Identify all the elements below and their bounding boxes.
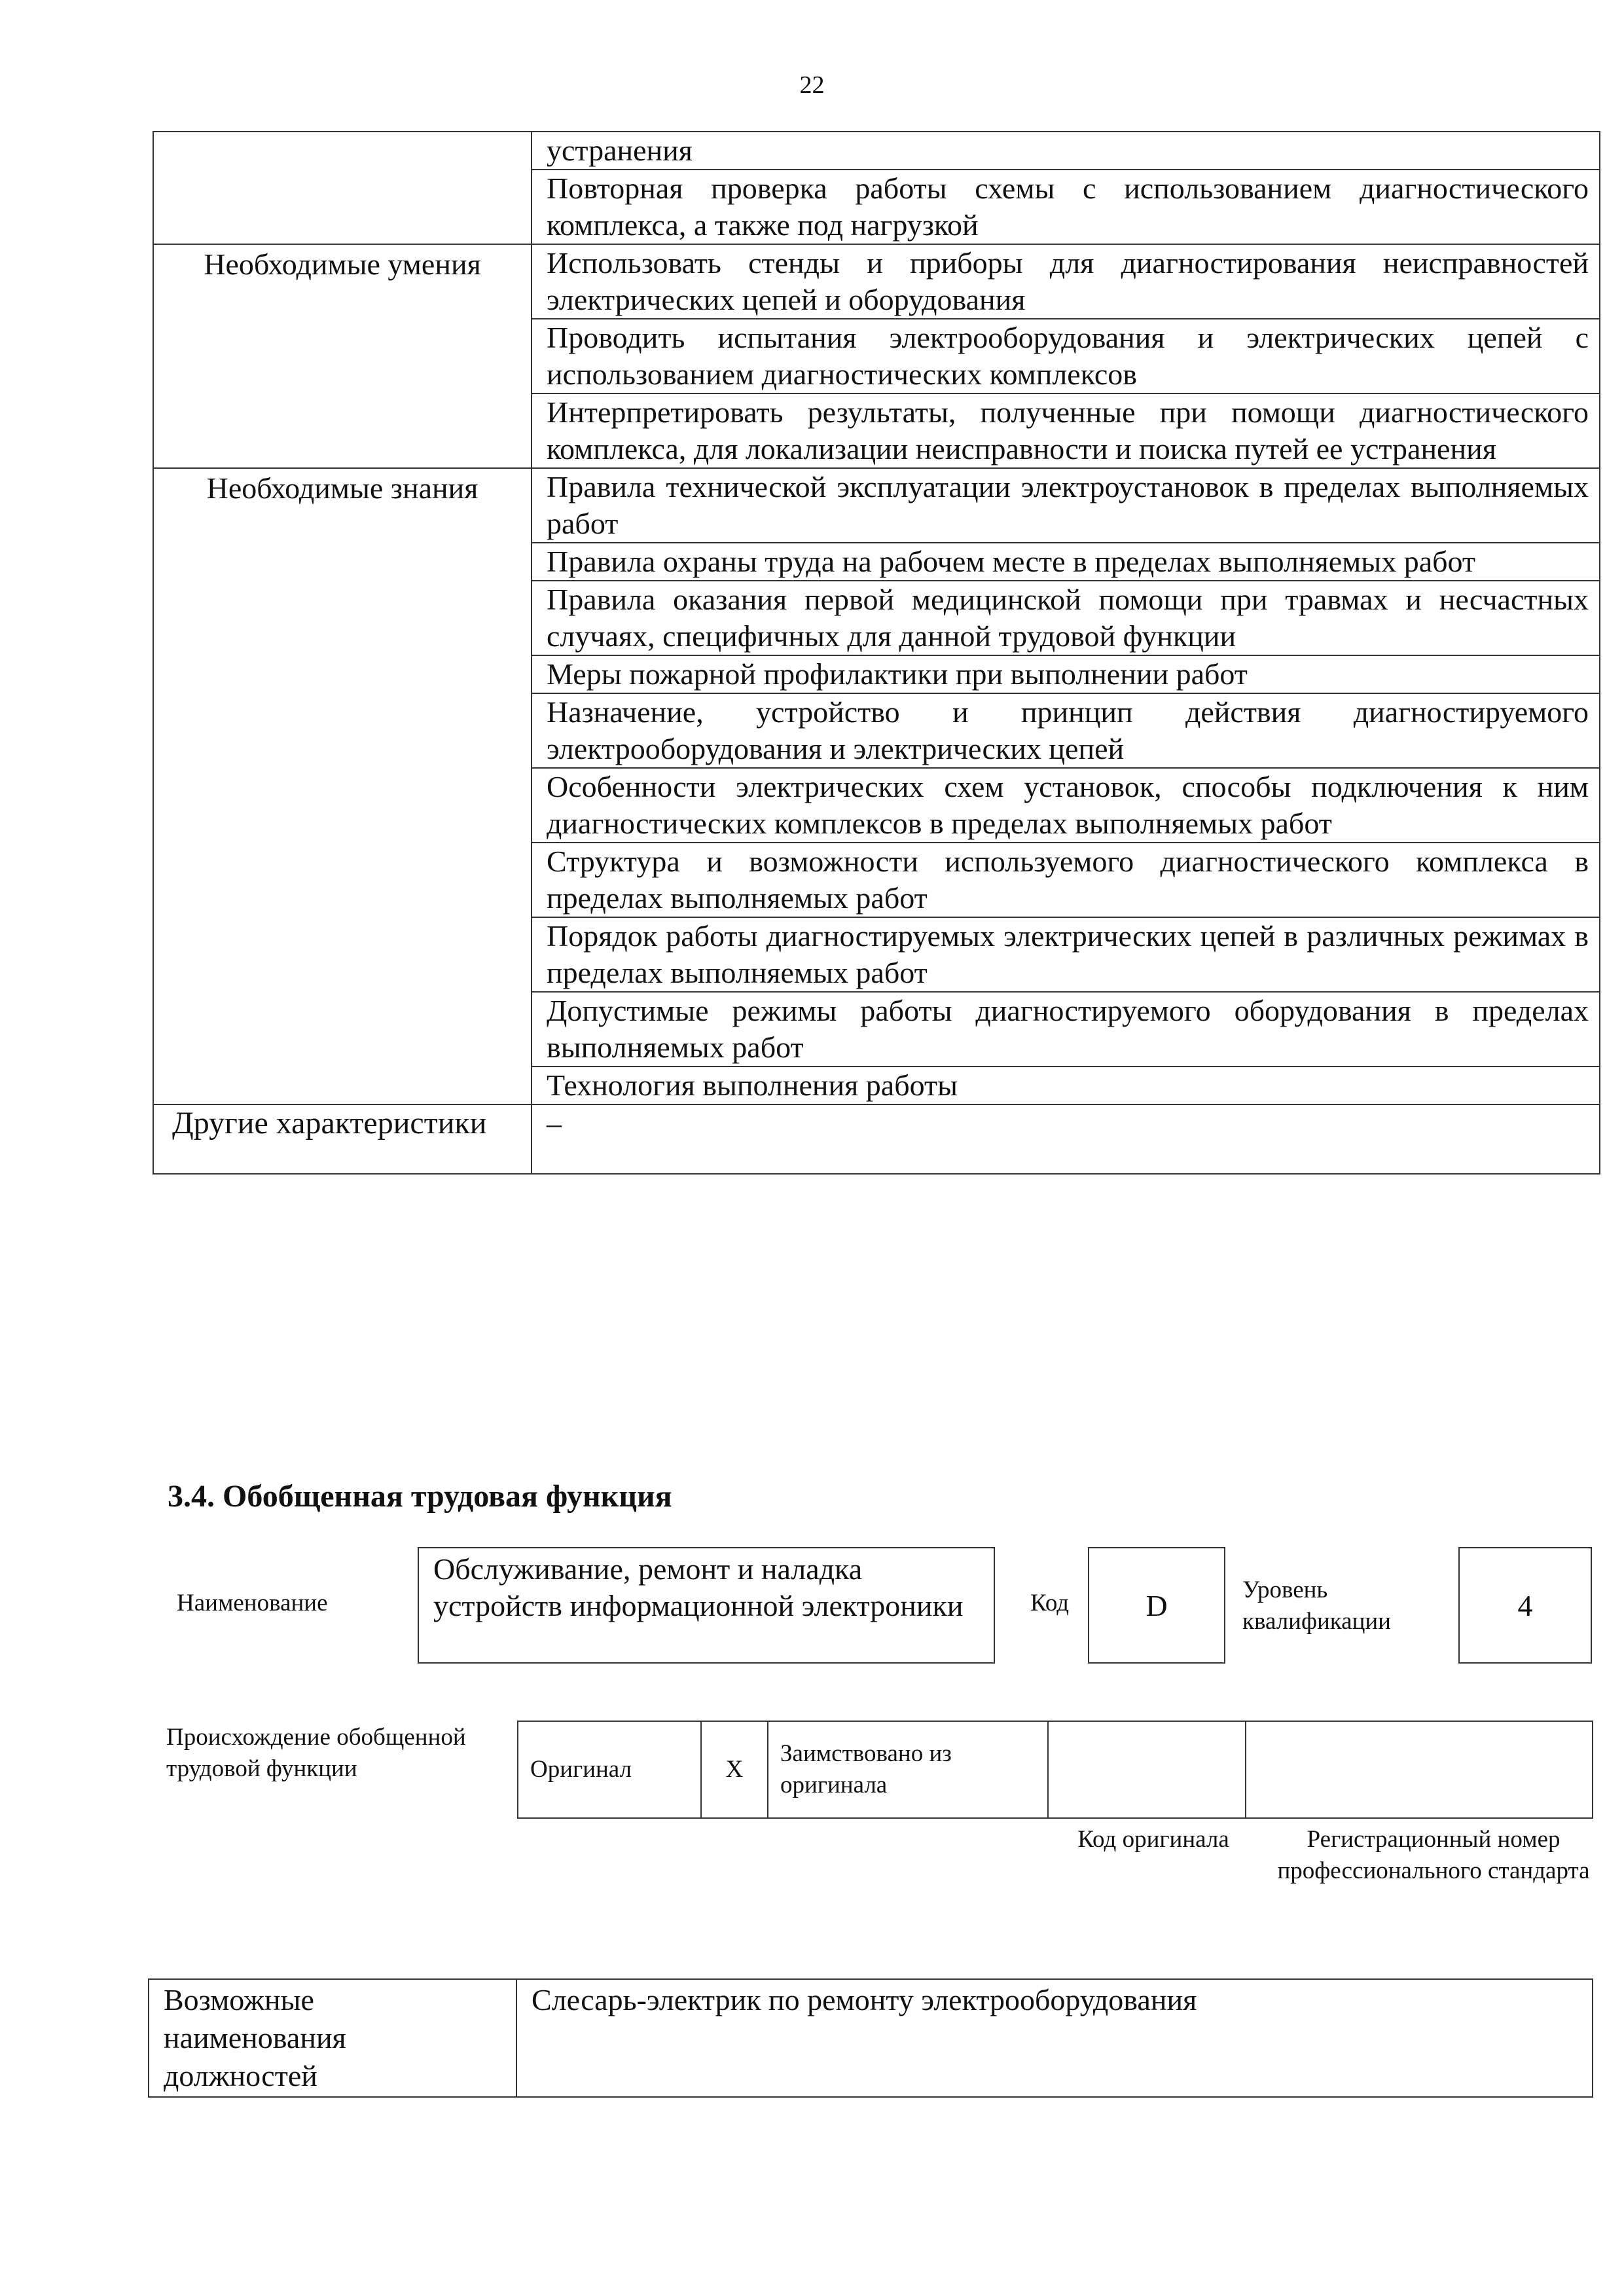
skills-label: Необходимые умения — [153, 244, 532, 468]
table-cell: Технология выполнения работы — [532, 1066, 1600, 1104]
origin-label: Происхождение обобщенной трудовой функции — [166, 1724, 466, 1782]
table-cell: Правила технической эксплуатации электроустановок в пределах выполняемых работ — [532, 468, 1600, 543]
code-value: D — [1088, 1547, 1225, 1664]
table-row — [153, 132, 1600, 170]
origin-table — [517, 1721, 1593, 1819]
table-cell: устранения — [532, 132, 1600, 170]
section-title: 3.4. Обобщенная трудовая функция — [168, 1479, 672, 1514]
table-row — [153, 1104, 1600, 1174]
positions-value: Слесарь-электрик по ремонту электрооборудования — [516, 1979, 1593, 2097]
level-value: 4 — [1458, 1547, 1592, 1664]
table-cell: Порядок работы диагностируемых электрических цепей в различных режимах в пределах выполняемых работ — [532, 917, 1600, 992]
other-characteristics-label: Другие характеристики — [153, 1104, 532, 1174]
table-cell: – — [532, 1104, 1600, 1174]
table-cell: Допустимые режимы работы диагностируемого оборудования в пределах выполняемых работ — [532, 992, 1600, 1066]
original-mark: X — [701, 1721, 768, 1818]
table-cell: Правила охраны труда на рабочем месте в пределах выполняемых работ — [532, 543, 1600, 581]
level-label: Уровень квалификации — [1242, 1576, 1391, 1635]
reg-number-cell — [1246, 1721, 1593, 1818]
table-cell: Проводить испытания электрооборудования и электрических цепей с использованием диагностических комплексов — [532, 319, 1600, 393]
positions-table — [148, 1978, 1593, 2098]
page-number: 22 — [799, 71, 825, 99]
table-row — [149, 1979, 1593, 2097]
skills-knowledge-table — [153, 131, 1600, 1175]
table-cell: Меры пожарной профилактики при выполнении работ — [532, 655, 1600, 693]
code-original-caption: Код оригинала — [1077, 1826, 1229, 1853]
table-row — [153, 468, 1600, 543]
original-cell: Оригинал — [518, 1721, 701, 1818]
table-row — [153, 244, 1600, 319]
table-row — [518, 1721, 1593, 1818]
name-label: Наименование — [177, 1590, 328, 1616]
table-cell: Правила оказания первой медицинской помощи при травмах и несчастных случаях, специфичных для данной трудовой функции — [532, 581, 1600, 655]
table-cell: Использовать стенды и приборы для диагностирования неисправностей электрических цепей и оборудования — [532, 244, 1600, 319]
borrowed-cell: Заимствовано из оригинала — [768, 1721, 1048, 1818]
table-cell: Назначение, устройство и принцип действия диагностируемого электрооборудования и электрических цепей — [532, 693, 1600, 768]
row-label — [153, 132, 532, 244]
code-label: Код — [1030, 1590, 1070, 1616]
table-cell: Структура и возможности используемого диагностического комплекса в пределах выполняемых работ — [532, 843, 1600, 917]
knowledge-label: Необходимые знания — [153, 468, 532, 1104]
table-cell: Интерпретировать результаты, полученные при помощи диагностического комплекса, для локализации неисправности и поиска путей ее устранения — [532, 393, 1600, 468]
name-value: Обслуживание, ремонт и наладка устройств информационной электроники — [418, 1547, 995, 1664]
table-cell: Повторная проверка работы схемы с использованием диагностического комплекса, а также под нагрузкой — [532, 170, 1600, 244]
reg-number-caption: Регистрационный номер профессионального стандарта — [1277, 1826, 1590, 1884]
positions-label: Возможные наименования должностей — [149, 1979, 516, 2097]
table-cell: Особенности электрических схем установок, способы подключения к ним диагностических комплексов в пределах выполняемых работ — [532, 768, 1600, 843]
code-original-cell — [1048, 1721, 1246, 1818]
